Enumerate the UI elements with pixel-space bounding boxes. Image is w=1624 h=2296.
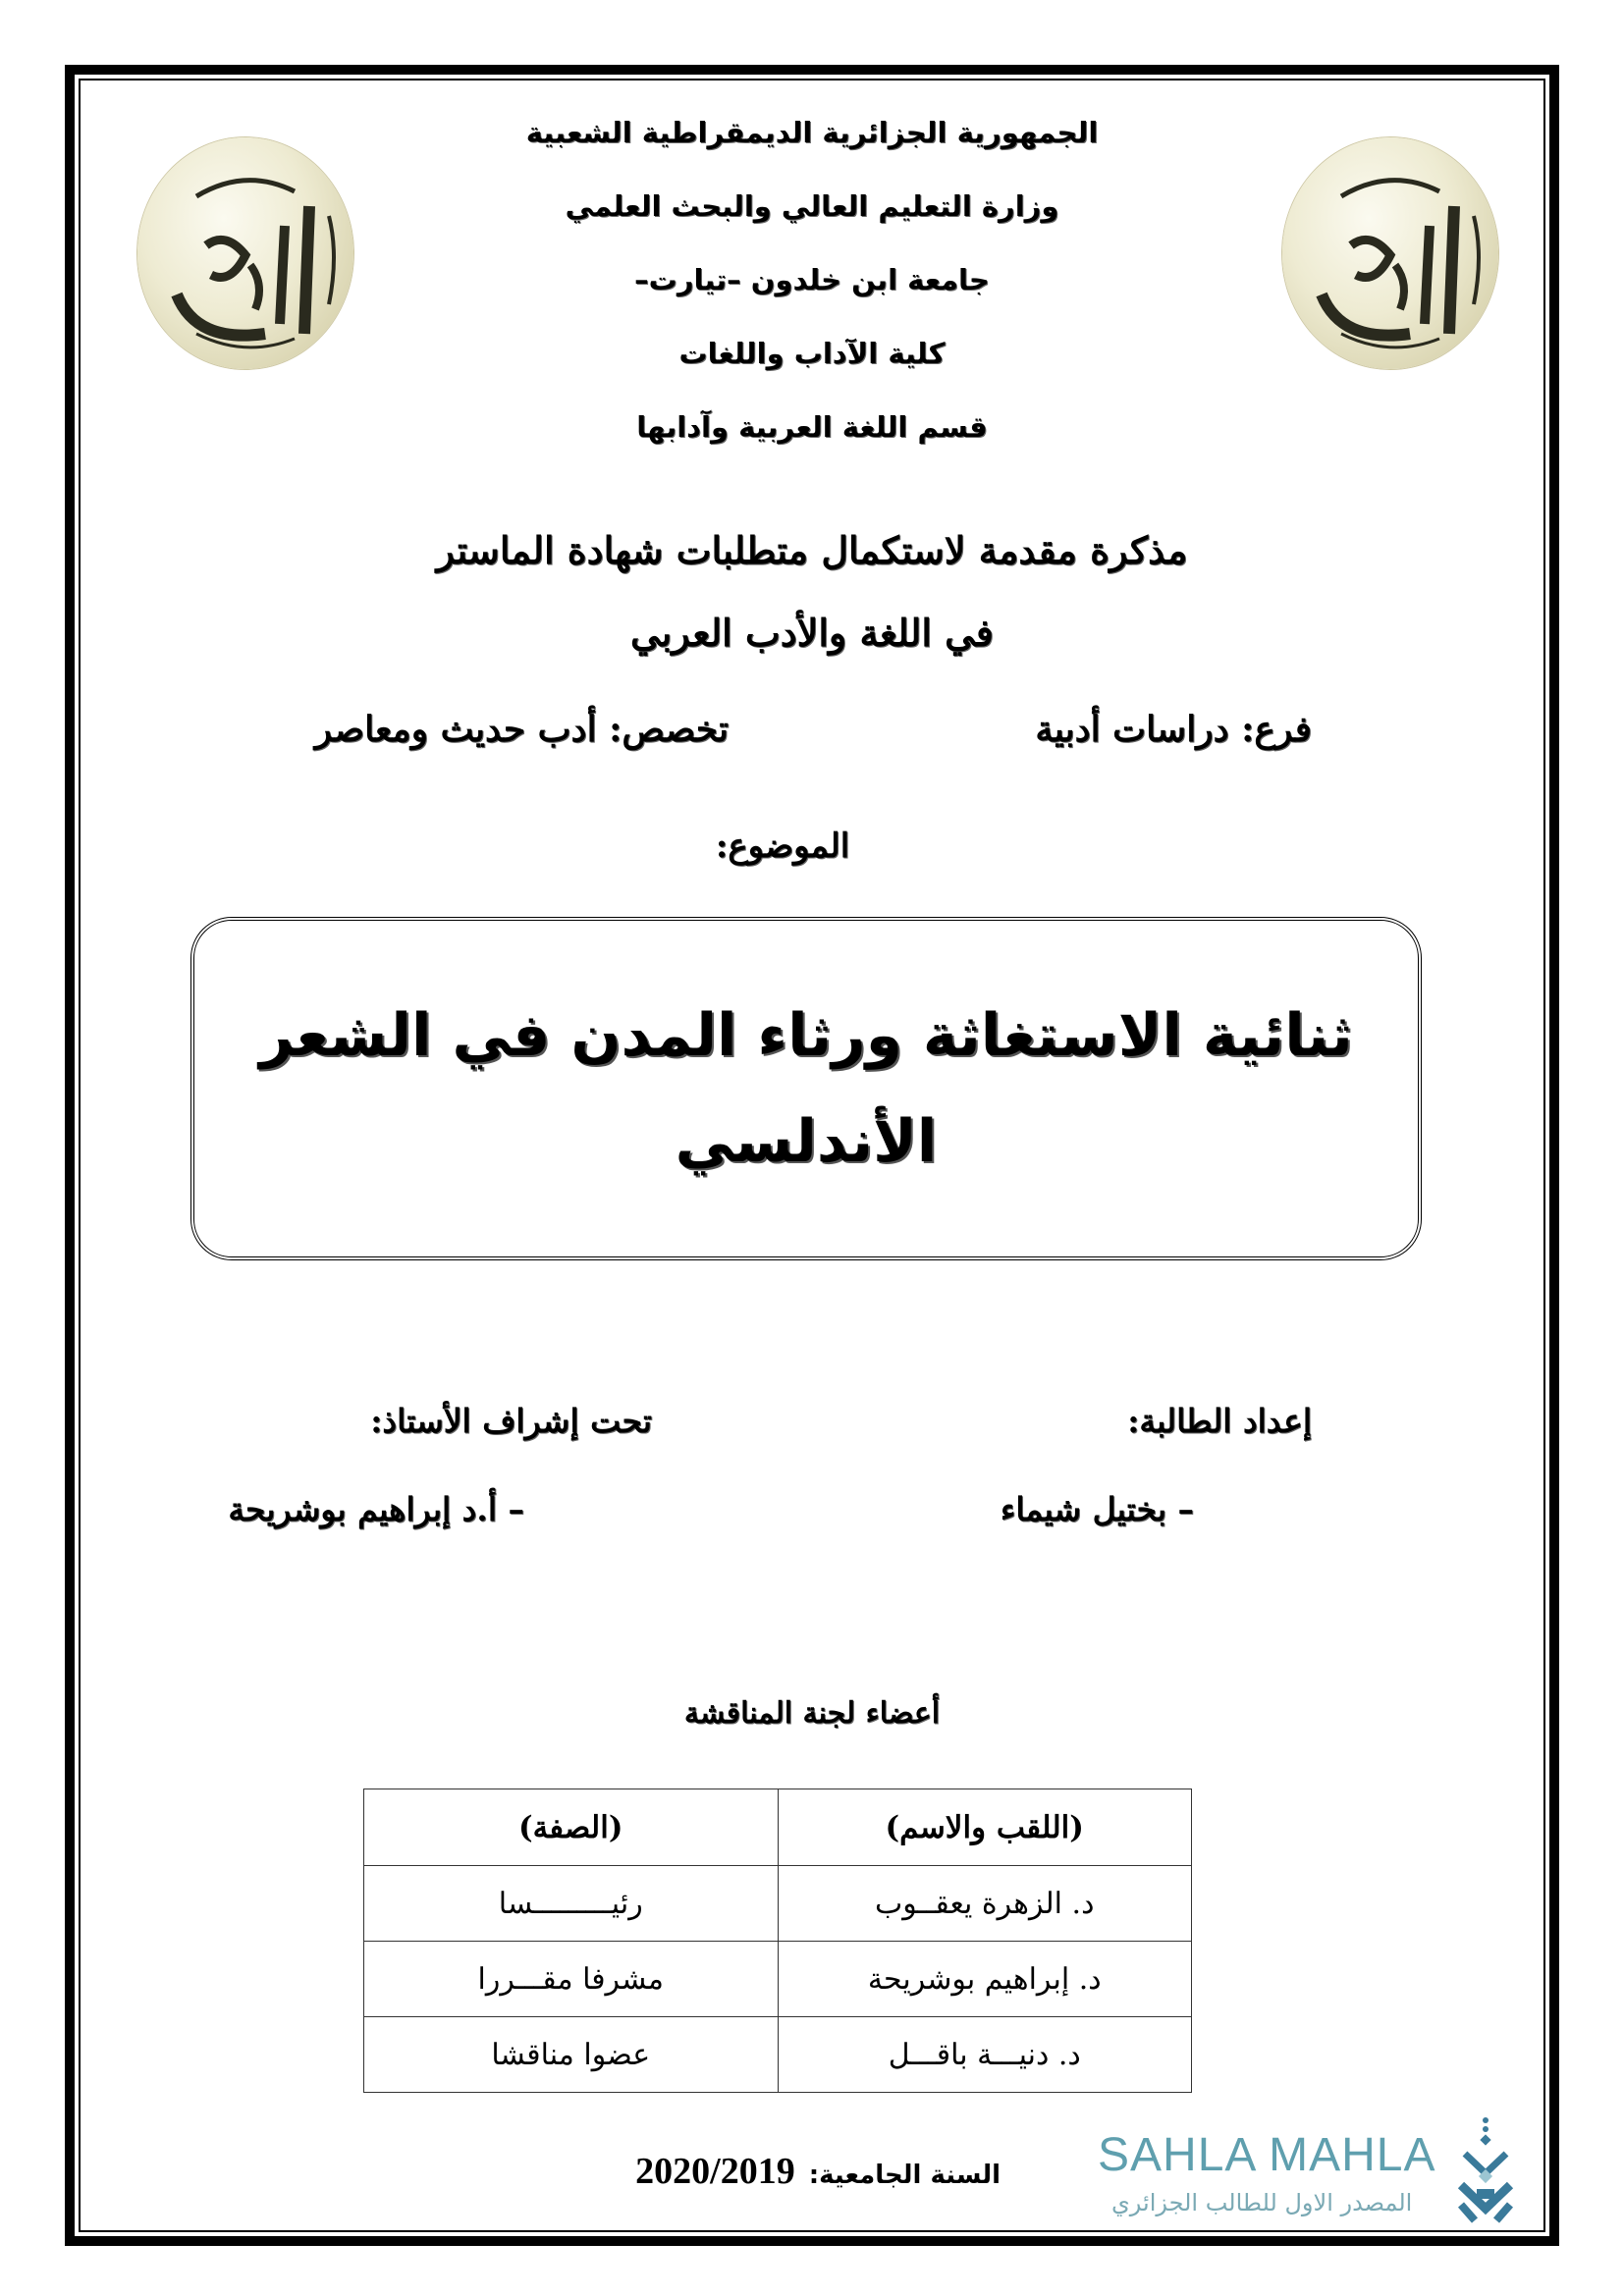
table-row xyxy=(364,1866,1192,1942)
country-name: الجمهورية الجزائرية الديمقراطية الشعبية xyxy=(525,116,1099,149)
academic-year-label: السنة الجامعية: xyxy=(808,2161,1001,2190)
table-header-row xyxy=(364,1789,1192,1866)
prepared-by-label: إعداد الطالبة: xyxy=(1127,1402,1312,1440)
member-name: د. إبراهيم بوشريحة xyxy=(778,1942,1192,2017)
member-name: د. دنيـــة باقـــل xyxy=(778,2017,1192,2093)
sahla-mahla-emblem-icon xyxy=(1455,2114,1516,2224)
thesis-title-line-1: ثنائية الاستغاثة ورثاء المدن في الشعر xyxy=(259,1001,1353,1070)
column-header-name: (اللقب والاسم) xyxy=(778,1789,1192,1866)
faculty-name: كلية الآداب واللغات xyxy=(678,337,946,370)
supervisor-label: تحت إشراف الأستاذ: xyxy=(370,1402,652,1440)
thesis-purpose: مذكرة مقدمة لاستكمال متطلبات شهادة الماستر xyxy=(436,528,1188,572)
watermark-brand: SAHLA MAHLA xyxy=(1098,2129,1436,2181)
seal-calligraphy-icon xyxy=(1282,137,1498,369)
member-role: عضوا مناقشا xyxy=(364,2017,779,2093)
seal-calligraphy-icon xyxy=(137,137,353,369)
committee-heading: أعضاء لجنة المناقشة xyxy=(683,1696,941,1731)
table-row xyxy=(364,1942,1192,2017)
student-name: – بختيل شيماء xyxy=(1000,1490,1194,1528)
sahla-mahla-watermark xyxy=(1098,2120,1510,2230)
thesis-title-line-2: الأندلسي xyxy=(675,1107,938,1176)
thesis-field: في اللغة والأدب العربي xyxy=(630,611,994,655)
member-role: رئيـــــــــسا xyxy=(364,1866,779,1942)
thesis-title-box xyxy=(190,917,1422,1260)
column-header-role: (الصفة) xyxy=(364,1789,779,1866)
supervisor-name: – أ.د إبراهيم بوشريحة xyxy=(228,1490,524,1528)
department-name: قسم اللغة العربية وآدابها xyxy=(636,410,988,444)
university-name: جامعة ابن خلدون –تيارت– xyxy=(634,263,990,296)
committee-table xyxy=(363,1789,1192,2093)
academic-year xyxy=(635,2150,1001,2193)
watermark-tagline: المصدر الاول للطالب الجزائري xyxy=(1111,2189,1413,2216)
topic-label: الموضوع: xyxy=(715,827,850,866)
university-seal-right-icon xyxy=(1282,137,1498,369)
member-name: د. الزهرة يعقــوب xyxy=(778,1866,1192,1942)
branch-label: فرع: دراسات أدبية xyxy=(1035,709,1312,750)
ministry-name: وزارة التعليم العالي والبحث العلمي xyxy=(565,189,1059,223)
academic-year-value: 2020/2019 xyxy=(635,2151,795,2192)
specialty-label: تخصص: أدب حديث ومعاصر xyxy=(314,709,729,750)
member-role: مشرفا مقـــررا xyxy=(364,1942,779,2017)
table-row xyxy=(364,2017,1192,2093)
university-seal-left-icon xyxy=(137,137,353,369)
